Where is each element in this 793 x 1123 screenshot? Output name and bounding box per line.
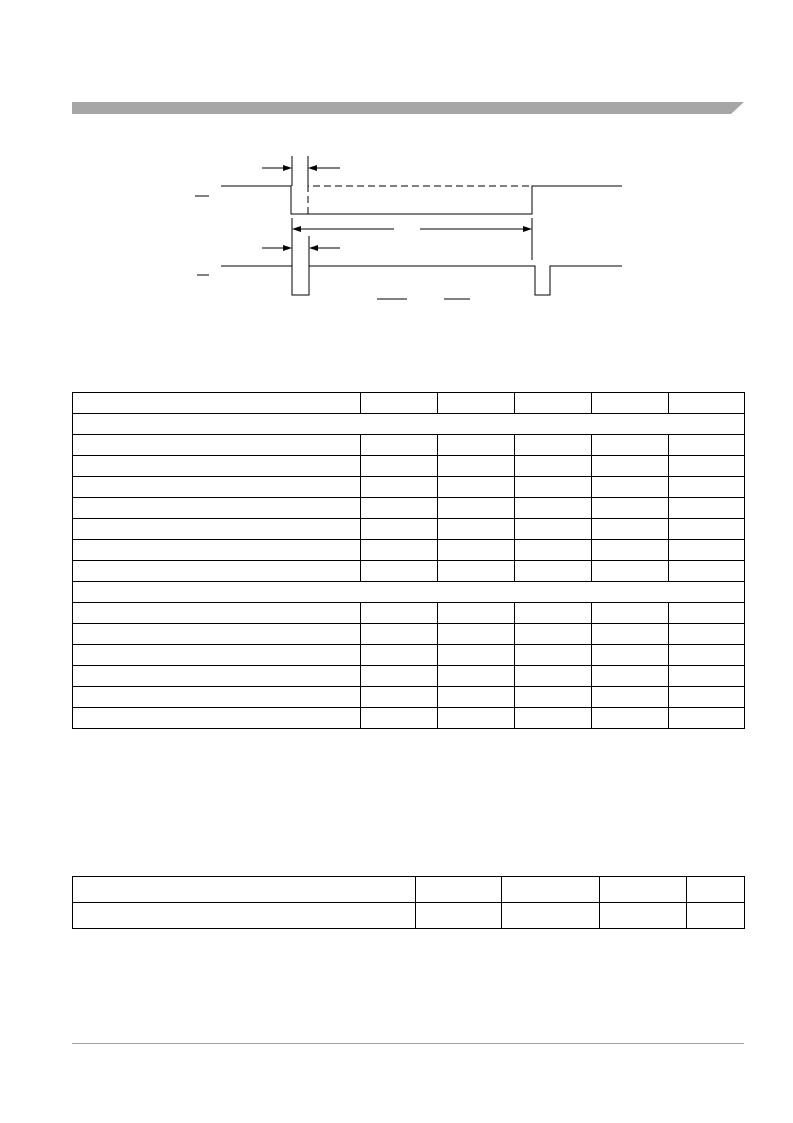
table-cell bbox=[669, 603, 745, 624]
table-cell bbox=[669, 498, 745, 519]
table-cell bbox=[438, 540, 515, 561]
header-cell bbox=[73, 877, 416, 903]
table-cell bbox=[669, 456, 745, 477]
table-cell bbox=[592, 645, 669, 666]
table-cell bbox=[592, 687, 669, 708]
table-cell bbox=[73, 645, 361, 666]
top-arrowhead-left bbox=[283, 165, 292, 171]
table-row bbox=[73, 603, 745, 624]
table-row bbox=[73, 666, 745, 687]
table-cell bbox=[73, 519, 361, 540]
table-cell bbox=[361, 435, 438, 456]
table-cell bbox=[73, 498, 361, 519]
table-row bbox=[73, 540, 745, 561]
table-cell bbox=[669, 666, 745, 687]
table-cell bbox=[515, 540, 592, 561]
table-cell bbox=[73, 603, 361, 624]
table-cell bbox=[502, 903, 600, 929]
bottom-arrowhead-left bbox=[283, 245, 292, 251]
table-cell bbox=[515, 603, 592, 624]
table-cell bbox=[361, 666, 438, 687]
table-row bbox=[73, 903, 745, 929]
table-cell bbox=[515, 645, 592, 666]
table-cell bbox=[669, 645, 745, 666]
header-cell bbox=[438, 393, 515, 414]
table-cell bbox=[669, 477, 745, 498]
table-cell bbox=[600, 903, 687, 929]
table-cell bbox=[515, 687, 592, 708]
bottom-arrowhead-right bbox=[309, 245, 318, 251]
table-cell bbox=[515, 708, 592, 729]
summary-table bbox=[72, 876, 745, 929]
table-cell bbox=[73, 708, 361, 729]
header-cell bbox=[687, 877, 745, 903]
table-cell bbox=[361, 687, 438, 708]
table-cell bbox=[361, 624, 438, 645]
table-cell bbox=[669, 540, 745, 561]
timing-diagram bbox=[0, 0, 793, 320]
table-cell bbox=[592, 456, 669, 477]
table-cell bbox=[73, 540, 361, 561]
table-row bbox=[73, 477, 745, 498]
header-cell bbox=[592, 393, 669, 414]
table-header-row bbox=[73, 393, 745, 414]
table-cell bbox=[515, 561, 592, 582]
table-cell bbox=[73, 687, 361, 708]
table-cell bbox=[438, 435, 515, 456]
table-row bbox=[73, 435, 745, 456]
signal1-dashed-waveform bbox=[308, 186, 532, 214]
table-cell bbox=[438, 498, 515, 519]
table-cell bbox=[361, 708, 438, 729]
table-cell bbox=[73, 561, 361, 582]
table-cell bbox=[592, 498, 669, 519]
table-cell bbox=[416, 903, 502, 929]
table-cell bbox=[669, 519, 745, 540]
table-cell bbox=[592, 519, 669, 540]
table-row bbox=[73, 645, 745, 666]
table-cell bbox=[592, 435, 669, 456]
table-cell bbox=[361, 519, 438, 540]
top-arrowhead-right bbox=[308, 165, 317, 171]
table-cell bbox=[592, 477, 669, 498]
timing-table bbox=[72, 392, 745, 729]
header-cell bbox=[515, 393, 592, 414]
table-cell bbox=[515, 624, 592, 645]
table-cell bbox=[73, 666, 361, 687]
table-cell bbox=[515, 477, 592, 498]
table-cell bbox=[361, 498, 438, 519]
table-cell bbox=[515, 666, 592, 687]
table-cell bbox=[438, 603, 515, 624]
table-row bbox=[73, 624, 745, 645]
span-arrowhead-left bbox=[292, 226, 301, 232]
section-row bbox=[73, 414, 745, 435]
table-cell bbox=[515, 519, 592, 540]
header-cell bbox=[416, 877, 502, 903]
table-cell bbox=[687, 903, 745, 929]
table-cell bbox=[592, 561, 669, 582]
table-cell bbox=[361, 645, 438, 666]
section-row bbox=[73, 582, 745, 603]
table-cell bbox=[515, 435, 592, 456]
table-cell bbox=[73, 456, 361, 477]
table-row bbox=[73, 498, 745, 519]
header-cell bbox=[361, 393, 438, 414]
table-cell bbox=[669, 687, 745, 708]
footer-rule bbox=[72, 1043, 744, 1044]
table-row bbox=[73, 561, 745, 582]
table-cell bbox=[515, 498, 592, 519]
signal2-waveform bbox=[221, 266, 622, 295]
table-row bbox=[73, 708, 745, 729]
table-cell bbox=[438, 456, 515, 477]
table-cell bbox=[669, 708, 745, 729]
table-cell bbox=[592, 708, 669, 729]
table-cell bbox=[438, 477, 515, 498]
table-cell bbox=[438, 708, 515, 729]
table-cell bbox=[361, 540, 438, 561]
table-cell bbox=[592, 624, 669, 645]
table-cell bbox=[669, 624, 745, 645]
header-cell bbox=[73, 393, 361, 414]
table-cell bbox=[361, 477, 438, 498]
table-cell bbox=[438, 645, 515, 666]
header-cell bbox=[600, 877, 687, 903]
section-title bbox=[73, 414, 745, 435]
table-cell bbox=[438, 519, 515, 540]
table-row bbox=[73, 687, 745, 708]
header-cell bbox=[502, 877, 600, 903]
table-cell bbox=[73, 624, 361, 645]
span-arrowhead-right bbox=[523, 226, 532, 232]
table-cell bbox=[592, 666, 669, 687]
table-cell bbox=[438, 624, 515, 645]
table-cell bbox=[73, 903, 416, 929]
table-cell bbox=[438, 687, 515, 708]
table-cell bbox=[73, 435, 361, 456]
table-cell bbox=[438, 561, 515, 582]
header-cell bbox=[669, 393, 745, 414]
table-cell bbox=[669, 435, 745, 456]
table-cell bbox=[73, 477, 361, 498]
table-row bbox=[73, 456, 745, 477]
table-cell bbox=[669, 561, 745, 582]
table-cell bbox=[438, 666, 515, 687]
signal1-waveform bbox=[221, 186, 622, 214]
table-cell bbox=[592, 540, 669, 561]
table-cell bbox=[515, 456, 592, 477]
table-cell bbox=[361, 561, 438, 582]
table-cell bbox=[361, 603, 438, 624]
table-cell bbox=[361, 456, 438, 477]
table-row bbox=[73, 519, 745, 540]
section-title bbox=[73, 582, 745, 603]
table-cell bbox=[592, 603, 669, 624]
table-header-row bbox=[73, 877, 745, 903]
